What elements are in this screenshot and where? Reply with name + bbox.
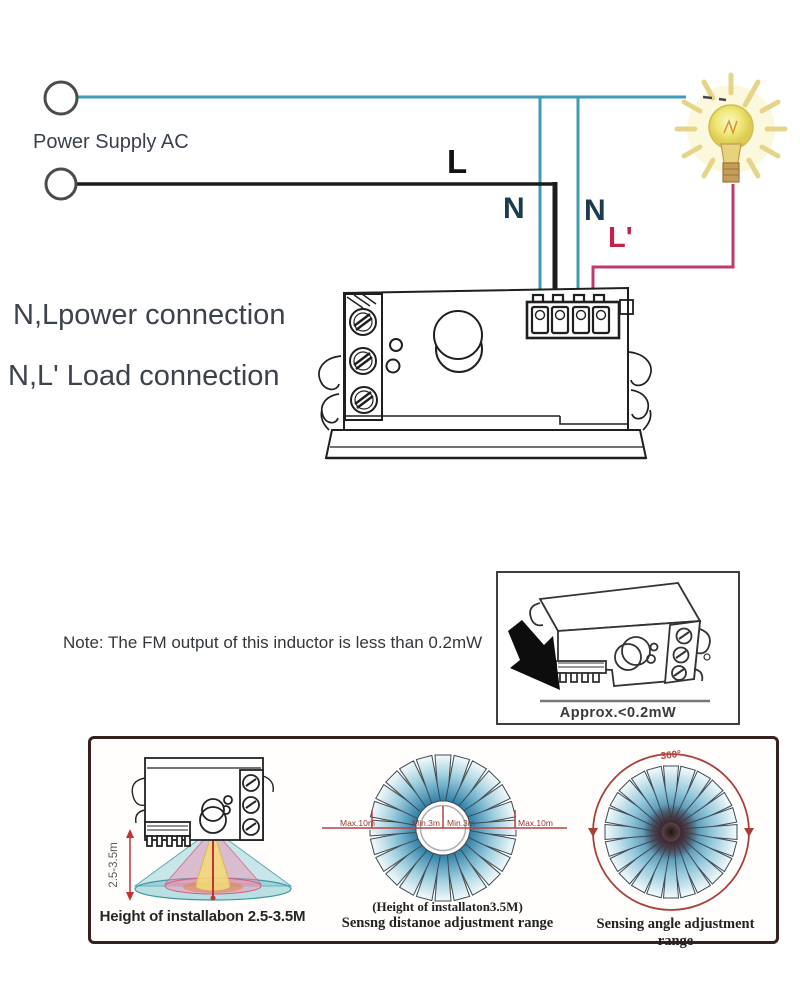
- dimension-label: 2.5-3.5m: [108, 842, 120, 888]
- distance-caption: Sensng distanoe adjustment range: [341, 915, 554, 931]
- wire-dash: [719, 99, 726, 100]
- max-right-label: Max.10m: [518, 818, 553, 828]
- inset-screw-strip: [665, 621, 700, 683]
- wire-label-neutral-in: N: [503, 192, 525, 225]
- pointer-arrow-icon: [508, 620, 560, 690]
- height-dimension: [108, 829, 134, 901]
- angle-360-label: 360°: [660, 748, 682, 763]
- wire-dash: [703, 97, 712, 98]
- power-supply-label: Power Supply AC: [33, 131, 189, 153]
- live-wire: [77, 182, 555, 303]
- wire-label-load-live: L': [608, 222, 633, 254]
- light-bulb-icon: [677, 75, 785, 182]
- height-caption: Height of installabon 2.5-3.5M: [99, 908, 306, 925]
- supply-terminal-bottom: [46, 169, 76, 199]
- fm-output-inset-box: [496, 571, 740, 725]
- ceiling-device-drawing: [132, 758, 273, 846]
- wire-terminal-block: [527, 295, 633, 338]
- inset-device-drawing: [498, 573, 734, 719]
- inset-caption: Approx.<0.2mW: [559, 705, 677, 721]
- angle-caption: Sensing angle adjustment range: [596, 916, 755, 949]
- min-left-label: Min.3m: [412, 818, 440, 828]
- fm-output-note: Note: The FM output of this inductor is less than 0.2mW: [63, 633, 483, 652]
- sensing-distance-diagram: [320, 740, 570, 918]
- height-installation-diagram: [95, 748, 320, 913]
- load-connection-text: N,L' Load connection: [8, 360, 280, 392]
- power-connection-text: N,Lpower connection: [13, 299, 286, 331]
- distance-height-note: (Height of installaton3.5M): [372, 899, 523, 914]
- supply-terminal-top: [45, 82, 77, 114]
- sensor-device-drawing: [319, 288, 651, 458]
- wire-label-live: L: [447, 143, 468, 180]
- sunburst-dark-core: [643, 804, 699, 860]
- wire-label-neutral-out: N: [584, 194, 606, 227]
- sensing-angle-diagram: [585, 743, 763, 921]
- min-right-label: Min.3m: [447, 818, 475, 828]
- max-left-label: Max.10m: [340, 818, 375, 828]
